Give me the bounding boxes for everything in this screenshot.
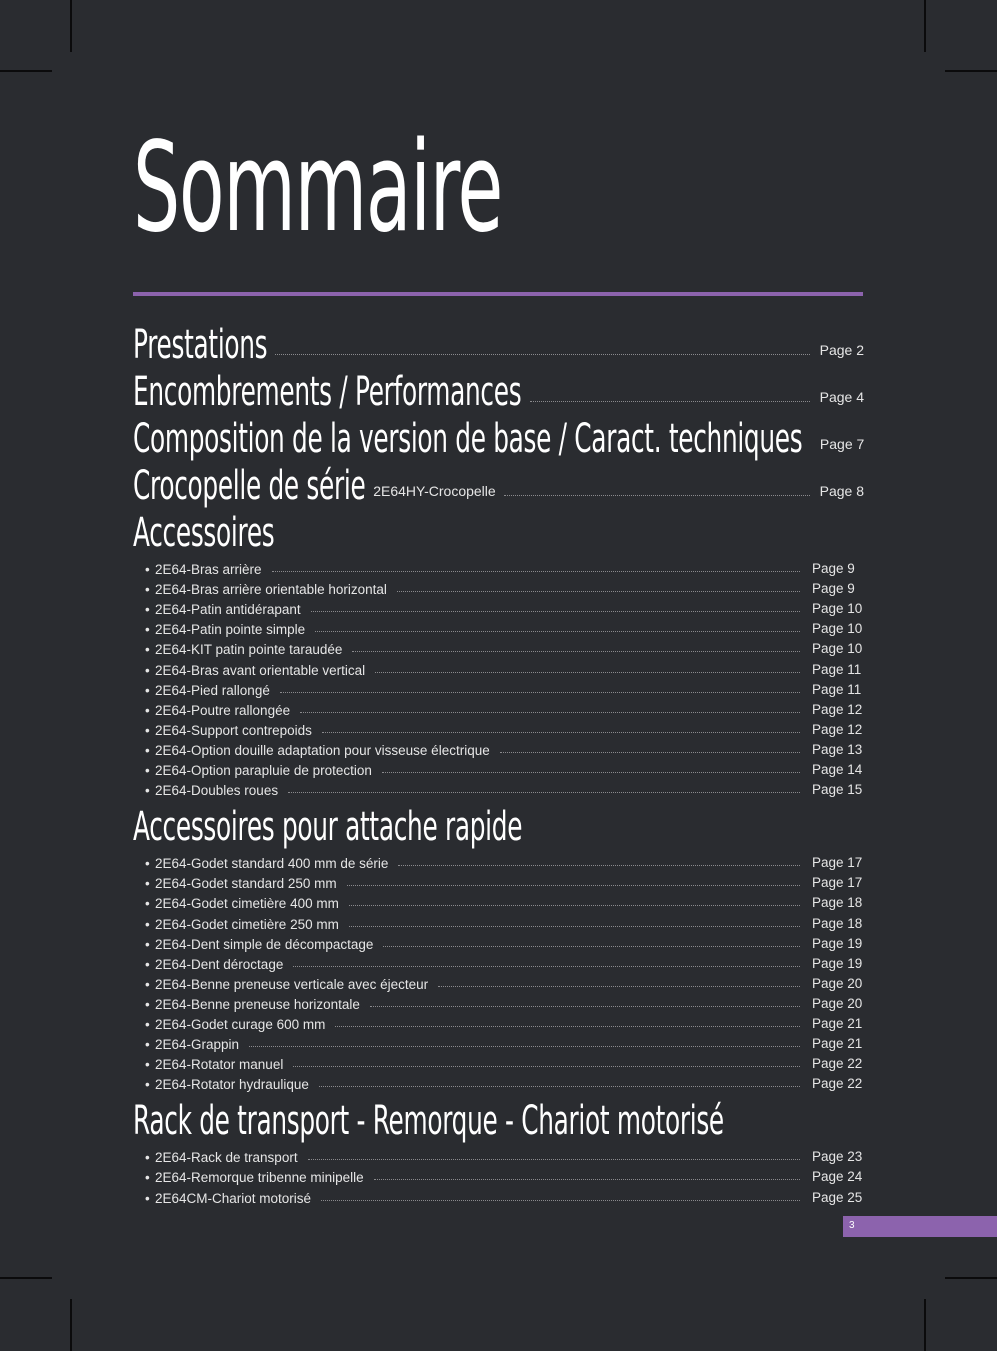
toc-page-number: Page 20	[812, 975, 863, 991]
dot-leader	[315, 630, 800, 632]
main-entries	[133, 318, 865, 509]
toc-list-item[interactable]	[133, 637, 864, 657]
toc-list-item[interactable]	[133, 678, 864, 698]
toc-list-item[interactable]	[133, 972, 864, 992]
section-heading: Rack de transport - Remorque - Chariot motorisé	[133, 1098, 724, 1145]
section-item-list	[133, 851, 864, 1092]
toc-page-number: Page 12	[812, 701, 863, 717]
page-number: 3	[849, 1220, 855, 1231]
crop-mark-top-right-vertical	[924, 0, 926, 52]
dot-leader	[249, 1045, 800, 1047]
toc-item-label: 2E64-Rotator manuel	[155, 1057, 284, 1073]
toc-list-item[interactable]	[133, 557, 864, 577]
bullet-icon: •	[145, 642, 150, 658]
toc-main-entry[interactable]	[133, 412, 865, 462]
toc-entry-title: Crocopelle de série	[133, 463, 366, 509]
sections	[133, 506, 864, 1206]
bullet-icon: •	[145, 916, 150, 932]
toc-item-label: 2E64-Grappin	[155, 1037, 240, 1053]
toc-item-label: 2E64-Support contrepoids	[155, 722, 312, 738]
crop-mark-bottom-left-vertical	[70, 1299, 72, 1351]
dot-leader	[530, 400, 810, 402]
dot-leader	[375, 671, 800, 673]
toc-item-label: 2E64-Godet standard 400 mm de série	[155, 856, 389, 872]
toc-entry-title: Composition de la version de base / Caract. techniques	[133, 416, 803, 462]
toc-page-number: Page 11	[812, 681, 862, 697]
crop-mark-bottom-right-horizontal	[945, 1277, 997, 1279]
dot-leader	[504, 494, 810, 496]
bullet-icon: •	[145, 936, 150, 952]
dot-leader	[322, 731, 800, 733]
toc-page-number: Page 4	[819, 389, 864, 405]
toc-page-number: Page 12	[812, 721, 863, 737]
bullet-icon: •	[145, 702, 150, 718]
toc-entry-subtitle: 2E64HY-Crocopelle	[373, 483, 496, 499]
dot-leader	[272, 570, 800, 572]
bullet-icon: •	[145, 956, 150, 972]
toc-item-label: 2E64-Benne preneuse horizontale	[155, 996, 360, 1012]
toc-list-item[interactable]	[133, 932, 864, 952]
bullet-icon: •	[145, 1190, 150, 1206]
dot-leader	[347, 884, 800, 886]
bullet-icon: •	[145, 996, 150, 1012]
toc-item-label: 2E64-Bras arrière orientable horizontal	[155, 582, 387, 598]
toc-item-label: 2E64-Dent simple de décompactage	[155, 936, 374, 952]
dot-leader	[500, 751, 800, 753]
bullet-icon: •	[145, 763, 150, 779]
toc-item-label: 2E64-Doubles roues	[155, 783, 279, 799]
toc-item-label: 2E64-Godet cimetière 400 mm	[155, 896, 339, 912]
toc-item-label: 2E64-Godet cimetière 250 mm	[155, 916, 339, 932]
toc-page-number: Page 17	[812, 855, 863, 871]
toc-list-item[interactable]	[133, 718, 864, 738]
dot-leader	[382, 771, 800, 773]
toc-list-item[interactable]	[133, 657, 864, 677]
toc-page-number: Page 20	[812, 995, 863, 1011]
toc-page-number: Page 10	[812, 621, 863, 637]
bullet-icon: •	[145, 582, 150, 598]
toc-page-number: Page 22	[812, 1076, 863, 1092]
toc-main-entry[interactable]	[133, 365, 864, 415]
crop-mark-top-right-horizontal	[945, 70, 997, 72]
toc-item-label: 2E64-Bras arrière	[155, 562, 262, 578]
toc-page-number: Page 14	[812, 762, 863, 778]
section-heading-row	[133, 1094, 864, 1145]
dot-leader	[349, 904, 800, 906]
toc-item-label: 2E64-Patin antidérapant	[155, 602, 301, 618]
section-heading-row	[133, 800, 864, 851]
dot-leader	[311, 610, 800, 612]
toc-list-item[interactable]	[133, 952, 864, 972]
crop-mark-top-left-vertical	[70, 0, 72, 52]
bullet-icon: •	[145, 1037, 150, 1053]
toc-entry-title: Prestations	[133, 322, 268, 368]
bullet-icon: •	[145, 1016, 150, 1032]
dot-leader	[397, 590, 800, 592]
toc-item-label: 2E64-Patin pointe simple	[155, 622, 306, 638]
toc-page-number: Page 7	[819, 436, 865, 452]
toc-list-item[interactable]	[133, 1165, 864, 1185]
toc-page-number: Page 9	[812, 561, 855, 577]
dot-leader	[308, 1158, 800, 1160]
toc-page-number: Page 10	[812, 601, 863, 617]
toc-item-label: 2E64-Bras avant orientable vertical	[155, 662, 366, 678]
bullet-icon: •	[145, 1150, 150, 1166]
dot-leader	[293, 965, 800, 967]
toc-page-number: Page 21	[812, 1036, 863, 1052]
toc-list-item[interactable]	[133, 1145, 864, 1165]
page-title: Sommaire	[133, 116, 503, 260]
bullet-icon: •	[145, 1170, 150, 1186]
bullet-icon: •	[145, 722, 150, 738]
toc-list-item[interactable]	[133, 871, 864, 891]
bullet-icon: •	[145, 976, 150, 992]
toc-list-item[interactable]	[133, 1185, 864, 1205]
toc-item-label: 2E64-Option douille adaptation pour visseuse électrique	[155, 742, 490, 758]
toc-page-number: Page 15	[812, 782, 863, 798]
crop-mark-top-left-horizontal	[0, 70, 52, 72]
bullet-icon: •	[145, 742, 150, 758]
toc-item-label: 2E64-Rotator hydraulique	[155, 1077, 309, 1093]
toc-list-item[interactable]	[133, 992, 864, 1012]
toc-list-item[interactable]	[133, 597, 864, 617]
dot-leader	[438, 985, 800, 987]
dot-leader	[398, 864, 800, 866]
toc-page-number: Page 9	[812, 581, 855, 597]
dot-leader	[275, 353, 810, 355]
toc-main-entry[interactable]	[133, 459, 864, 509]
dot-leader	[293, 1065, 800, 1067]
bullet-icon: •	[145, 1057, 150, 1073]
toc-page-number: Page 17	[812, 875, 863, 891]
toc-list-item[interactable]	[133, 891, 864, 911]
section-item-list	[133, 557, 864, 798]
dot-leader	[319, 1085, 800, 1087]
toc-item-label: 2E64-Godet curage 600 mm	[155, 1016, 326, 1032]
toc-list-item[interactable]	[133, 758, 864, 778]
toc-list-item[interactable]	[133, 577, 864, 597]
toc-page-number: Page 21	[812, 1015, 863, 1031]
toc-list-item[interactable]	[133, 778, 864, 798]
toc-list-item[interactable]	[133, 1032, 864, 1052]
section-heading: Accessoires pour attache rapide	[133, 804, 523, 851]
toc-main-entry[interactable]	[133, 318, 864, 368]
dot-leader	[321, 1199, 800, 1201]
bullet-icon: •	[145, 622, 150, 638]
toc-list-item[interactable]	[133, 698, 864, 718]
dot-leader	[335, 1025, 800, 1027]
toc-list-item[interactable]	[133, 851, 864, 871]
page-number-tab	[843, 1216, 997, 1237]
toc-page-number: Page 19	[812, 955, 863, 971]
toc-page-number: Page 13	[812, 741, 863, 757]
toc-entry-title: Encombrements / Performances	[133, 369, 522, 415]
section-item-list	[133, 1145, 864, 1205]
toc-list-item[interactable]	[133, 911, 864, 931]
crop-mark-bottom-right-vertical	[924, 1299, 926, 1351]
toc-item-label: 2E64CM-Chariot motorisé	[155, 1190, 312, 1206]
toc-item-label: 2E64-KIT patin pointe taraudée	[155, 642, 343, 658]
dot-leader	[349, 925, 800, 927]
toc-page-number: Page 18	[812, 915, 863, 931]
dot-leader	[280, 691, 800, 693]
toc-page-number: Page 11	[812, 661, 862, 677]
section-heading-row	[133, 506, 864, 556]
toc-list-item[interactable]	[133, 1012, 864, 1032]
dot-leader	[370, 1005, 800, 1007]
toc-item-label: 2E64-Pied rallongé	[155, 682, 270, 698]
toc-page-number: Page 10	[812, 641, 863, 657]
toc-page-number: Page 24	[812, 1169, 863, 1185]
bullet-icon: •	[145, 856, 150, 872]
toc-page-number: Page 19	[812, 935, 863, 951]
toc-item-label: 2E64-Remorque tribenne minipelle	[155, 1170, 364, 1186]
toc-list-item[interactable]	[133, 738, 864, 758]
crop-mark-bottom-left-horizontal	[0, 1277, 52, 1279]
toc-item-label: 2E64-Option parapluie de protection	[155, 763, 372, 779]
toc-item-label: 2E64-Rack de transport	[155, 1150, 298, 1166]
toc-page-number: Page 2	[819, 342, 864, 358]
toc-page-number: Page 23	[812, 1149, 863, 1165]
bullet-icon: •	[145, 1077, 150, 1093]
toc-page-number: Page 22	[812, 1056, 863, 1072]
toc-page-number: Page 8	[819, 483, 864, 499]
toc-item-label: 2E64-Dent déroctage	[155, 956, 284, 972]
toc-item-label: 2E64-Poutre rallongée	[155, 702, 291, 718]
dot-leader	[288, 791, 800, 793]
toc-list-item[interactable]	[133, 1072, 864, 1092]
toc-list-item[interactable]	[133, 617, 864, 637]
title-divider	[133, 292, 863, 296]
toc-list-item[interactable]	[133, 1052, 864, 1072]
toc-item-label: 2E64-Benne preneuse verticale avec éjecteur	[155, 976, 429, 992]
toc-page-number: Page 25	[812, 1189, 863, 1205]
dot-leader	[352, 650, 800, 652]
toc-page-number: Page 18	[812, 895, 863, 911]
dot-leader	[383, 945, 800, 947]
bullet-icon: •	[145, 783, 150, 799]
bullet-icon: •	[145, 682, 150, 698]
dot-leader	[374, 1178, 800, 1180]
section-heading: Accessoires	[133, 510, 275, 556]
bullet-icon: •	[145, 876, 150, 892]
bullet-icon: •	[145, 602, 150, 618]
toc-item-label: 2E64-Godet standard 250 mm	[155, 876, 337, 892]
table-of-contents	[133, 318, 864, 1208]
dot-leader	[300, 711, 800, 713]
bullet-icon: •	[145, 562, 150, 578]
bullet-icon: •	[145, 896, 150, 912]
bullet-icon: •	[145, 662, 150, 678]
